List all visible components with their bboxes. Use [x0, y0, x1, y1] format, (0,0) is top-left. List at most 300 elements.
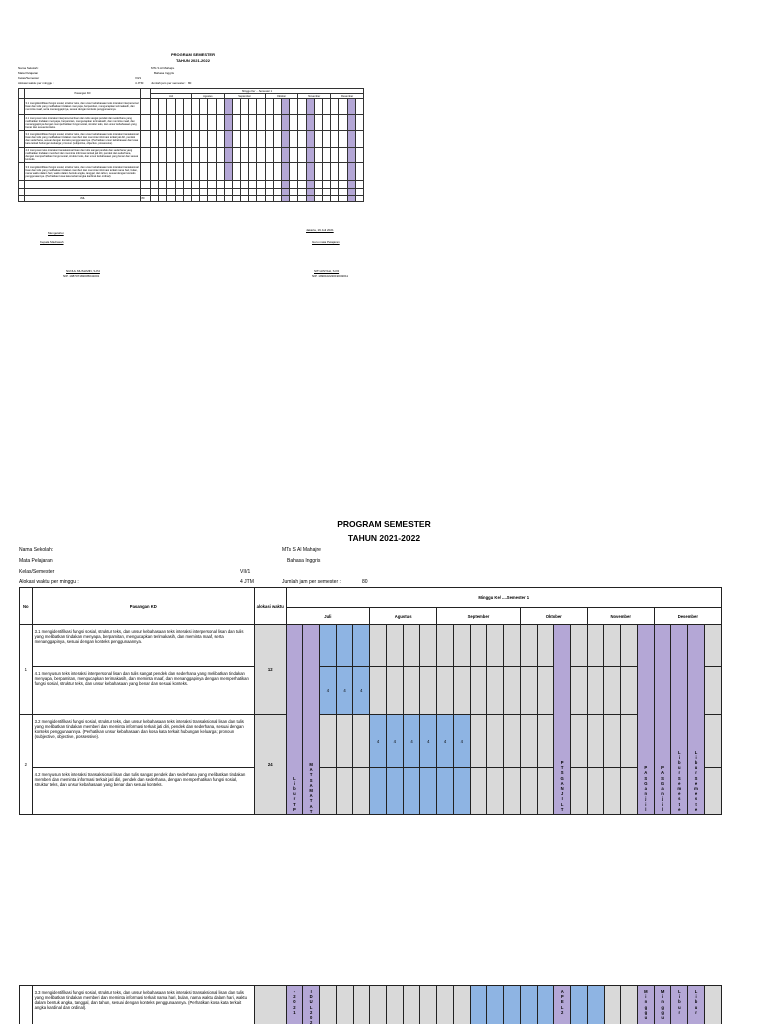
thumb-week-cell [331, 196, 339, 202]
thumb-week-cell [298, 196, 306, 202]
thumb-info-alokasi: Alokasi waktu per minggu : [18, 81, 54, 85]
thumb-week-cell [151, 99, 159, 115]
thumb-week-cell [159, 115, 167, 131]
thumb-week-cell [347, 189, 355, 196]
thumb-week-cell [290, 148, 298, 163]
page-title: PROGRAM SEMESTER [337, 519, 431, 529]
page-main [0, 510, 768, 814]
thumb-week-cell [167, 181, 175, 189]
event-label: P T S G A N J I L T [560, 759, 564, 812]
thumb-week-cell [347, 181, 355, 189]
week-cell [604, 715, 621, 768]
thumb-week-cell [322, 115, 330, 131]
month-september: September [437, 608, 521, 625]
thumb-week-cell [216, 148, 224, 163]
thumb-name-left: NUNUL MUSLIMIN, S.Pd [66, 269, 100, 273]
thumb-cell [141, 181, 151, 189]
thumb-kd: 4.1 menyusun teks interaksi interpersonal lisan dan tulis sangat pendek dan sederhana yang melibatkan tindakan menyapa, berpamitan, mengucapkan terimakasih, dan meminta maaf, dan menanggapinya dengan memperhatikan fungsi sosial, struktur teks, dan unsur kebahasaan yang benar dan sesuai konteks. [25, 115, 141, 131]
week-cell [571, 625, 588, 667]
thumb-week-cell [290, 189, 298, 196]
thumb-week-cell [216, 131, 224, 148]
thumb-week-cell [151, 181, 159, 189]
thumb-month: November [298, 94, 331, 99]
week-cell [437, 625, 454, 667]
week-cell [420, 986, 437, 1024]
thumb-week-cell [331, 131, 339, 148]
thumb-week-cell [191, 99, 199, 115]
thumb-week-cell [339, 196, 347, 202]
week-cell [621, 715, 638, 768]
thumb-week-cell [265, 181, 273, 189]
thumb-name-right: SITI AISYAH, S.Pd [314, 269, 340, 273]
thumb-week-cell [331, 148, 339, 163]
header-minggu: Minggu Ke/ ....Semester 1 [286, 588, 721, 608]
thumb-week-cell [265, 131, 273, 148]
thumb-week-cell [241, 196, 249, 202]
week-cell [336, 768, 353, 815]
thumb-table [18, 88, 364, 202]
thumb-week-cell [224, 115, 232, 131]
thumb-week-cell [306, 163, 314, 181]
thumb-week-cell [265, 189, 273, 196]
thumb-week-cell [175, 148, 183, 163]
thumb-week-cell [306, 189, 314, 196]
thumb-week-cell [183, 189, 191, 196]
thumb-month: Oktober [265, 94, 298, 99]
thumb-week-cell [241, 189, 249, 196]
thumb-week-cell [208, 189, 216, 196]
week-cell [587, 986, 604, 1024]
week-cell [704, 625, 721, 667]
thumb-week-cell [314, 163, 322, 181]
thumb-cell [141, 115, 151, 131]
thumb-week-cell [355, 148, 364, 163]
week-cell [604, 986, 621, 1024]
event-label: M i n g g u [660, 989, 665, 1021]
thumb-year: TAHUN 2021-2022 [176, 58, 210, 63]
week-cell [386, 768, 403, 815]
week-cell [437, 986, 454, 1024]
thumb-week-cell [273, 196, 281, 202]
week-cell: 4 [420, 715, 437, 768]
thumb-week-cell [273, 115, 281, 131]
thumb-week-cell [347, 148, 355, 163]
thumb-week-cell [355, 99, 364, 115]
week-cell [487, 986, 504, 1024]
week-cell [671, 986, 688, 1024]
thumb-week-cell [282, 181, 290, 189]
thumb-week-cell [347, 99, 355, 115]
thumb-week-cell [306, 196, 314, 202]
label-alokasi: Alokasi waktu per minggu : [19, 579, 79, 585]
thumb-week-cell [347, 115, 355, 131]
thumb-week-cell [257, 189, 265, 196]
thumb-week-cell [183, 99, 191, 115]
thumb-week-cell [175, 99, 183, 115]
week-cell [704, 715, 721, 768]
thumb-week-cell [159, 99, 167, 115]
week-cell: 4 [437, 715, 454, 768]
thumb-info-kelas: Kelas/Semester [18, 76, 40, 80]
thumb-week-cell [224, 163, 232, 181]
thumb-week-cell [191, 131, 199, 148]
event-pas1 [637, 625, 654, 815]
thumb-week-cell [151, 148, 159, 163]
thumb-week-cell [314, 115, 322, 131]
week-cell [587, 768, 604, 815]
thumb-week-cell [159, 189, 167, 196]
thumb-week-cell [175, 163, 183, 181]
week-cell [520, 986, 537, 1024]
thumb-week-cell [183, 148, 191, 163]
thumb-week-cell [306, 181, 314, 189]
thumb-week-cell [347, 196, 355, 202]
event-label: L i b u r T P [293, 775, 296, 812]
thumb-jumlah-label: JML [25, 196, 141, 202]
thumb-week-cell [208, 163, 216, 181]
thumb-week-cell [257, 99, 265, 115]
thumb-week-cell [282, 189, 290, 196]
page-thumbnail [18, 52, 368, 282]
kd-text: 4.2 menyusun teks interaksi transaksional lisan dan tulis sangat pendek dan sederhana yang melibatkan tindakan memberi dan meminta informasi terkait jati diri, pendek dan sederhana, dengan memperhatikan fungsi sosial, struktur teks, dan unsur kebahasaan yang benar dan sesuai konteks. [32, 768, 254, 815]
thumb-nip-right: NIP. 199010222019032011 [312, 274, 349, 278]
thumb-cell [141, 131, 151, 148]
thumb-week-cell [191, 189, 199, 196]
event-libsem2 [688, 625, 705, 815]
thumb-week-cell [290, 131, 298, 148]
thumb-week-cell [191, 181, 199, 189]
thumb-week-cell [159, 181, 167, 189]
thumb-week-cell [322, 148, 330, 163]
page-year: TAHUN 2021-2022 [347, 533, 421, 543]
thumb-week-cell [331, 181, 339, 189]
thumb-week-cell [208, 131, 216, 148]
label-mapel: Mata Pelajaran [19, 558, 53, 564]
week-cell [571, 667, 588, 715]
thumb-week-cell [167, 163, 175, 181]
thumb-week-cell [249, 181, 257, 189]
thumb-week-cell [216, 189, 224, 196]
week-cell [470, 768, 487, 815]
program-semester-table-continued [19, 985, 722, 1024]
thumb-week-cell [200, 163, 208, 181]
week-cell [571, 986, 588, 1024]
thumb-week-cell [290, 99, 298, 115]
thumb-kd [25, 181, 141, 189]
week-cell [537, 667, 554, 715]
thumb-week-cell [347, 163, 355, 181]
thumb-week-cell [298, 115, 306, 131]
thumb-week-cell [183, 163, 191, 181]
event-label: P A S G a n j i l [644, 765, 648, 812]
thumb-kepala: Kepala Madrasah [40, 240, 64, 244]
thumb-week-cell [265, 148, 273, 163]
thumb-week-cell [241, 131, 249, 148]
week-cell [604, 667, 621, 715]
thumb-week-cell [273, 163, 281, 181]
thumb-week-cell [257, 196, 265, 202]
week-cell [470, 625, 487, 667]
thumb-week-cell [175, 189, 183, 196]
thumb-week-cell [167, 196, 175, 202]
page-next-fragment [0, 985, 768, 1024]
thumb-title: PROGRAM SEMESTER [170, 52, 215, 57]
thumb-week-cell [249, 99, 257, 115]
week-cell [420, 768, 437, 815]
thumb-cell [141, 163, 151, 181]
thumb-month: Juli [151, 94, 192, 99]
week-cell [437, 667, 454, 715]
event-libur [286, 625, 303, 815]
week-cell [504, 768, 521, 815]
thumb-week-cell [232, 131, 240, 148]
kd-text: 3.2 mengidentifikasi fungsi sosial, struktur teks, dan unsur kebahasaan teks interaksi transaksional lisan dan tulis yang melibatkan tindakan memberi dan meminta informasi terkait jati diri, pendek dan sederhana, sesuai dengan konteks penggunaannya. (Perhatikan unsur kebahasaan dan kosa kata terkait hubungan keluarga; pronoun (subjective, objective, possessive). [32, 715, 254, 768]
week-cell [353, 625, 370, 667]
week-cell [504, 625, 521, 667]
thumb-week-cell [159, 148, 167, 163]
week-cell [520, 768, 537, 815]
week-cell [303, 986, 320, 1024]
thumb-month: Agustus [191, 94, 224, 99]
week-cell [654, 986, 671, 1024]
thumb-val-sekolah: MTs S Al Mahajre [151, 66, 175, 70]
thumb-week-cell [331, 189, 339, 196]
thumb-week-cell [232, 115, 240, 131]
event-label: I D U L 2 0 2 [309, 989, 313, 1024]
thumb-minggu-header: Minggu Ke/ ....Semester 1 [151, 89, 364, 94]
alokasi-value [254, 986, 286, 1024]
week-cell [688, 986, 705, 1024]
week-cell [537, 986, 554, 1024]
thumb-week-cell [322, 99, 330, 115]
thumb-week-cell [290, 163, 298, 181]
month-november: November [587, 608, 654, 625]
thumb-week-cell [298, 148, 306, 163]
week-cell [353, 715, 370, 768]
week-cell [571, 768, 588, 815]
row-no: 1 [20, 625, 33, 715]
event-label: M A T S A M A T A T [309, 761, 313, 814]
thumb-kd: 3.2 mengidentifikasi fungsi sosial, struktur teks, dan unsur kebahasaan teks interaksi transaksional lisan dan tulis yang melibatkan tindakan memberi dan meminta informasi terkait jati diri, pendek dan sederhana, sesuai dengan konteks penggunaannya. (Perhatikan unsur kebahasaan dan kosa kata terkait hubungan keluarga; pronoun (subjective, objective, possessive). [25, 131, 141, 148]
thumb-week-cell [339, 99, 347, 115]
week-cell [320, 986, 337, 1024]
label-jumlah: Jumlah jam per semester : [282, 579, 341, 585]
label-kelas: Kelas/Semester [19, 569, 55, 575]
week-cell [587, 667, 604, 715]
week-cell [403, 625, 420, 667]
thumb-week-cell [257, 148, 265, 163]
thumb-week-cell [355, 115, 364, 131]
week-cell [587, 625, 604, 667]
thumb-week-cell [232, 196, 240, 202]
thumb-week-cell [208, 181, 216, 189]
thumb-week-cell [322, 189, 330, 196]
thumb-week-cell [339, 148, 347, 163]
thumb-week-cell [200, 148, 208, 163]
week-cell [638, 986, 655, 1024]
thumb-week-cell [159, 163, 167, 181]
week-cell [487, 715, 504, 768]
thumb-week-cell [216, 196, 224, 202]
month-oktober: Oktober [520, 608, 587, 625]
thumb-kd-header: Pasangan KD [25, 89, 141, 99]
thumb-week-cell [241, 115, 249, 131]
thumb-jumlah-total: 80 [141, 196, 151, 202]
thumb-week-cell [298, 163, 306, 181]
thumb-week-cell [232, 163, 240, 181]
week-cell: 4 [336, 667, 353, 715]
week-cell [353, 986, 370, 1024]
thumb-week-cell [273, 148, 281, 163]
value-kelas: VII/1 [240, 569, 251, 575]
month-juli: Juli [286, 608, 370, 625]
thumb-week-cell [200, 99, 208, 115]
thumb-week-cell [355, 163, 364, 181]
week-cell [403, 667, 420, 715]
thumb-week-cell [200, 196, 208, 202]
thumb-week-cell [282, 99, 290, 115]
thumb-week-cell [331, 163, 339, 181]
week-cell [587, 715, 604, 768]
thumb-week-cell [183, 181, 191, 189]
week-cell: 4 [403, 715, 420, 768]
event-label: A P E L 2 [560, 989, 564, 1015]
thumb-week-cell [191, 148, 199, 163]
thumb-week-cell [224, 131, 232, 148]
week-cell [704, 768, 721, 815]
value-alokasi: 4 JTM [240, 579, 254, 585]
thumb-week-cell [151, 189, 159, 196]
header-no: No [20, 588, 33, 625]
thumb-week-cell [306, 148, 314, 163]
week-cell [704, 667, 721, 715]
thumb-week-cell [216, 99, 224, 115]
thumb-week-cell [355, 131, 364, 148]
thumb-week-cell [298, 131, 306, 148]
thumb-week-cell [249, 163, 257, 181]
thumb-week-cell [191, 163, 199, 181]
thumb-week-cell [282, 131, 290, 148]
thumb-week-cell [314, 181, 322, 189]
event-label: M i n g g u [644, 989, 648, 1021]
month-desember: Desember [654, 608, 721, 625]
thumb-week-cell [282, 196, 290, 202]
week-cell [286, 986, 303, 1024]
thumb-week-cell [151, 131, 159, 148]
thumb-guru: Guru mata Pelajaran [312, 240, 340, 244]
row-no: 2 [20, 715, 33, 815]
week-cell [387, 986, 404, 1024]
thumb-week-cell [347, 131, 355, 148]
alokasi-value: 24 [254, 715, 286, 815]
thumb-week-cell [216, 115, 224, 131]
event-label: L i b u r [694, 989, 698, 1015]
week-cell [386, 625, 403, 667]
thumb-week-cell [265, 99, 273, 115]
thumb-week-cell [339, 181, 347, 189]
week-cell [520, 715, 537, 768]
thumb-week-cell [232, 181, 240, 189]
thumb-week-cell [241, 148, 249, 163]
thumb-week-cell [208, 196, 216, 202]
event-label: L i b u r [678, 989, 681, 1015]
thumb-week-cell [306, 99, 314, 115]
week-cell [537, 625, 554, 667]
thumb-week-cell [159, 131, 167, 148]
thumb-week-cell [249, 189, 257, 196]
thumb-kd: 3.1 mengidentifikasi fungsi sosial, struktur teks, dan unsur kebahasaan teks interaksi interpersonal lisan dan tulis yang melibatkan tindakan menyapa, berpamitan, mengucapkan terimakasih, dan meminta maaf, serta menanggapinya, sesuai dengan konteks penggunaannya. [25, 99, 141, 115]
thumb-week-cell [257, 181, 265, 189]
week-cell [453, 986, 470, 1024]
thumb-info-sekolah: Nama Sekolah: [18, 66, 39, 70]
week-cell [453, 625, 470, 667]
week-cell [420, 667, 437, 715]
thumb-week-cell [167, 148, 175, 163]
thumb-week-cell [339, 131, 347, 148]
week-cell: 4 [453, 715, 470, 768]
week-cell [403, 768, 420, 815]
thumb-week-cell [339, 163, 347, 181]
thumb-val-mapel: Bahasa Inggris [154, 71, 175, 75]
week-cell [621, 986, 638, 1024]
thumb-alokasi-header [141, 89, 151, 99]
thumb-week-cell [306, 131, 314, 148]
event-label: L i b u r S e m e s t e [694, 749, 698, 812]
thumb-week-cell [167, 99, 175, 115]
week-cell [403, 986, 420, 1024]
week-cell [487, 768, 504, 815]
thumb-week-cell [175, 115, 183, 131]
thumb-week-cell [151, 115, 159, 131]
thumb-kd: 3.3 mengidentifikasi fungsi sosial, struktur teks, dan unsur kebahasaan teks interaksi transaksional lisan dan tulis yang melibatkan tindakan memberi dan meminta informasi terkait nama hari, bulan, nama waktu dalam hari, waktu dalam bentuk angka, tanggal, dan tahun, sesuai dengan konteks penggunaannya. (Perhatikan kosa kata terkait angka kardinal dan ordinal). [25, 163, 141, 181]
thumb-week-cell [191, 196, 199, 202]
program-semester-table [19, 587, 722, 815]
thumb-week-cell [314, 131, 322, 148]
thumb-week-cell [232, 99, 240, 115]
week-cell [604, 625, 621, 667]
header-alokasi: alokasi waktu [254, 588, 286, 625]
thumb-week-cell [298, 99, 306, 115]
week-cell [621, 768, 638, 815]
thumb-week-cell [314, 196, 322, 202]
thumb-cell [141, 148, 151, 163]
thumb-week-cell [175, 181, 183, 189]
row-no [20, 986, 33, 1024]
week-cell [487, 625, 504, 667]
thumb-week-cell [322, 163, 330, 181]
thumb-week-cell [208, 115, 216, 131]
thumb-week-cell [216, 181, 224, 189]
event-label: P A S G a n j i l [660, 765, 665, 812]
thumb-week-cell [339, 115, 347, 131]
week-cell [453, 667, 470, 715]
week-cell [336, 715, 353, 768]
thumb-week-cell [167, 115, 175, 131]
week-cell [520, 625, 537, 667]
thumb-week-cell [175, 131, 183, 148]
thumb-mengetahui: Mengetahui [48, 231, 64, 235]
thumb-week-cell [355, 189, 364, 196]
week-cell [537, 715, 554, 768]
thumb-week-cell [290, 115, 298, 131]
thumb-week-cell [191, 115, 199, 131]
week-cell [320, 768, 337, 815]
week-cell [370, 768, 387, 815]
thumb-week-cell [355, 196, 364, 202]
thumb-info-mapel: Mata Pelajaran [18, 71, 39, 75]
thumb-cell [141, 99, 151, 115]
thumb-week-cell [257, 163, 265, 181]
